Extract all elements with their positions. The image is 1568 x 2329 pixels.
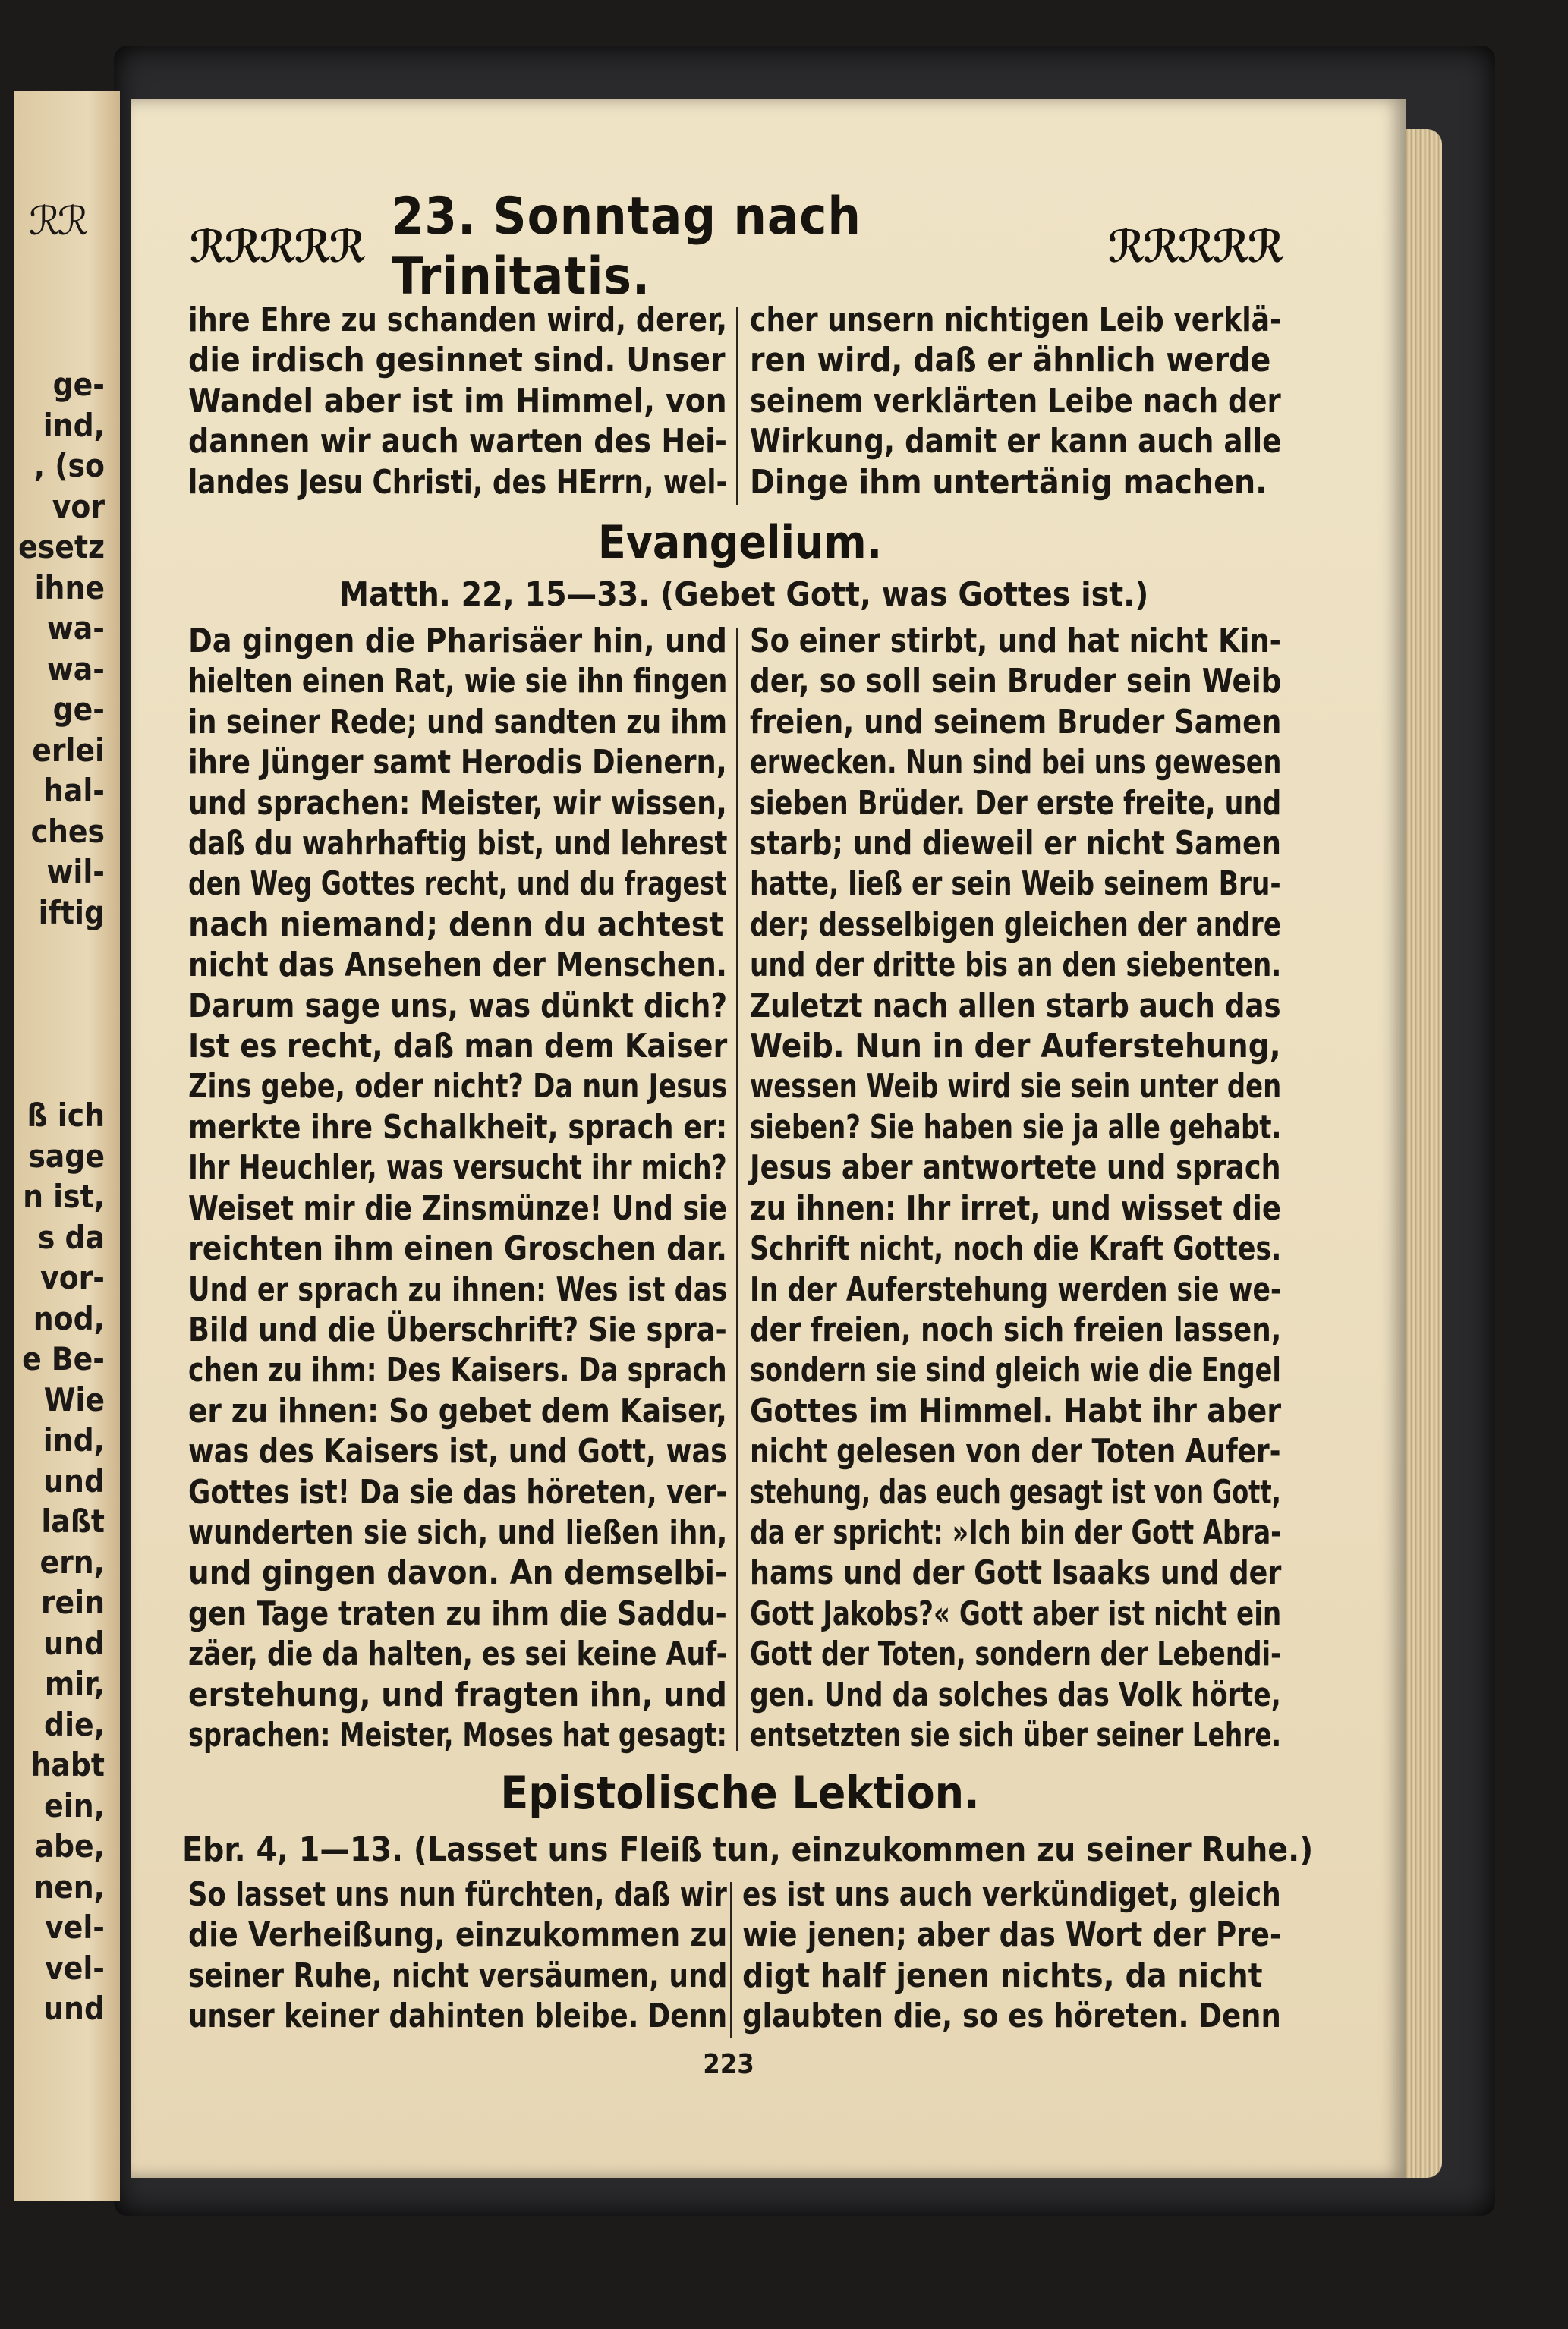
text-line: Gott der Toten, sondern der Lebendi- — [750, 1635, 1281, 1674]
text-line: erstehung, und fragten ihn, und — [188, 1675, 727, 1714]
text-line: die irdisch gesinnet sind. Unser — [188, 341, 726, 380]
text-line: unser keiner dahinten bleibe. Denn — [188, 1997, 728, 2036]
facing-page-fragments-top — [14, 364, 105, 933]
text-line: landes Jesu Christi, des HErrn, wel- — [188, 462, 728, 502]
text-line: und gingen davon. An demselbi- — [188, 1553, 728, 1593]
fragment-line: mir, — [44, 1665, 105, 1702]
text-line: hams und der Gott Isaaks und der — [750, 1553, 1282, 1593]
text-line: Gottes ist! Da sie das höreten, ver- — [188, 1472, 728, 1512]
text-line: Wandel aber ist im Himmel, von — [188, 381, 727, 420]
text-line: wie jenen; aber das Wort der Pre- — [742, 1915, 1282, 1955]
text-line: wunderten sie sich, und ließen ihn, — [188, 1512, 728, 1552]
text-line: Zuletzt nach allen starb auch das — [750, 986, 1281, 1025]
fragment-line: ind, — [43, 406, 105, 444]
text-line: zu ihnen: Ihr irret, und wisset die — [750, 1188, 1282, 1228]
fragment-line: esetz — [18, 528, 105, 565]
gospel-column-right — [750, 621, 1281, 1755]
fragment-line: abe, — [34, 1827, 105, 1865]
fragment-line: und — [43, 1462, 105, 1500]
column-divider — [736, 628, 738, 1751]
fragment-line: vel- — [45, 1949, 105, 1987]
page-number: 223 — [703, 2049, 754, 2080]
text-line: Dinge ihm untertänig machen. — [750, 462, 1267, 502]
fragment-line: , (so — [33, 447, 105, 484]
text-line: nicht gelesen von der Toten Aufer- — [750, 1432, 1281, 1471]
text-line: digt half jenen nichts, da nicht — [742, 1956, 1263, 1995]
fragment-line: e Be- — [22, 1340, 105, 1377]
text-line: der, so soll sein Bruder sein Weib — [750, 662, 1282, 701]
text-line: Schrift nicht, noch die Kraft Gottes. — [750, 1229, 1282, 1269]
fragment-line: wa- — [46, 650, 105, 688]
gospel-column-left — [188, 621, 727, 1755]
epistle-column-left — [188, 1874, 727, 2037]
epistle-reference: Ebr. 4, 1—13. (Lasset uns Fleiß tun, einzukommen zu seiner Ruhe.) — [182, 1830, 1314, 1869]
text-line: dannen wir auch warten des Hei- — [188, 422, 728, 461]
text-line: sieben Brüder. Der erste freite, und — [750, 783, 1282, 823]
text-line: reichten ihm einen Groschen dar. — [188, 1229, 728, 1269]
text-line: Gottes im Himmel. Habt ihr aber — [750, 1391, 1282, 1430]
text-line: cher unsern nichtigen Leib verklä- — [750, 301, 1282, 339]
text-line: stehung, das euch gesagt ist von Gott, — [750, 1472, 1281, 1512]
facing-page-fragments — [14, 364, 105, 2029]
text-line: Weib. Nun in der Auferstehung, — [750, 1027, 1281, 1066]
text-line: ihre Ehre zu schanden wird, derer, — [188, 301, 728, 339]
text-line: und der dritte bis an den siebenten. — [750, 946, 1282, 985]
fragment-line: sage — [28, 1137, 105, 1175]
text-line: der; desselbigen gleichen der andre — [750, 905, 1281, 944]
text-line: es ist uns auch verkündiget, gleich — [742, 1875, 1281, 1914]
text-line: Zins gebe, oder nicht? Da nun Jesus — [188, 1067, 728, 1106]
header-ornament-left: ℛℛℛℛℛ — [190, 221, 364, 272]
text-line: ren wird, daß er ähnlich werde — [750, 341, 1271, 380]
fragment-line: vor — [52, 487, 105, 525]
fragment-line: habt — [30, 1746, 105, 1783]
text-line: seinem verklärten Leibe nach der — [750, 381, 1281, 420]
fragment-line: n ist, — [23, 1178, 105, 1215]
text-line: So lasset uns nun fürchten, daß wir — [188, 1875, 727, 1914]
fragment-line: hal- — [43, 772, 105, 809]
fragment-line: nen, — [33, 1868, 105, 1906]
text-line: Da gingen die Pharisäer hin, und — [188, 622, 727, 660]
text-line: Wirkung, damit er kann auch alle — [750, 422, 1282, 461]
text-line: der freien, noch sich freien lassen, — [750, 1310, 1282, 1349]
text-line: In der Auferstehung werden sie we- — [750, 1270, 1282, 1309]
intro-column-right — [750, 300, 1281, 502]
intro-column-left — [188, 300, 727, 502]
text-line: was des Kaisers ist, und Gott, was — [188, 1432, 727, 1471]
gospel-heading: Evangelium. — [597, 516, 883, 569]
text-line: entsetzten sie sich über seiner Lehre. — [750, 1715, 1282, 1755]
epistle-heading: Epistolische Lektion. — [500, 1767, 980, 1820]
text-line: chen zu ihm: Des Kaisers. Da sprach — [188, 1351, 727, 1390]
text-line: starb; und dieweil er nicht Samen — [750, 824, 1281, 864]
text-line: hatte, ließ er sein Weib seinem Bru- — [750, 864, 1281, 904]
text-line: Ihr Heuchler, was versucht ihr mich? — [188, 1148, 727, 1188]
text-line: So einer stirbt, und hat nicht Kin- — [750, 622, 1281, 660]
text-line: nicht das Ansehen der Menschen. — [188, 946, 727, 985]
running-header — [190, 187, 1283, 307]
facing-page-fragments-bottom — [14, 1095, 105, 2029]
text-line: in seiner Rede; und sandten zu ihm — [188, 702, 727, 741]
text-line: glaubten die, so es höreten. Denn — [742, 1997, 1281, 2036]
fragment-line: und — [43, 1990, 105, 2027]
fragment-line: ches — [30, 812, 105, 850]
text-line: freien, und seinem Bruder Samen — [750, 702, 1282, 741]
fragment-line: und — [43, 1624, 105, 1662]
text-line: gen. Und da solches das Volk hörte, — [750, 1675, 1281, 1714]
text-line: nach niemand; denn du achtest — [188, 905, 724, 944]
text-line: da er spricht: »Ich bin der Gott Abra- — [750, 1512, 1282, 1552]
fragment-line: ge- — [52, 691, 105, 728]
text-line: daß du wahrhaftig bist, und lehrest — [188, 824, 728, 864]
fragment-line: ind, — [43, 1421, 105, 1459]
text-line: ihre Jünger samt Herodis Dienern, — [188, 743, 727, 782]
facing-page-edge — [14, 91, 120, 2201]
fragment-line: erlei — [32, 731, 105, 769]
facing-page-ornament: ℛℛ — [29, 199, 86, 244]
text-line: sondern sie sind gleich wie die Engel — [750, 1351, 1281, 1390]
fragment-line: ein, — [44, 1786, 105, 1824]
epistle-column-right — [742, 1874, 1281, 2037]
fragment-line: ß ich — [27, 1097, 105, 1134]
text-line: hielten einen Rat, wie sie ihn fingen — [188, 662, 728, 701]
column-divider — [736, 307, 738, 505]
text-line: Ist es recht, daß man dem Kaiser — [188, 1027, 728, 1066]
text-line: merkte ihre Schalkheit, sprach er: — [188, 1107, 728, 1147]
fragment-line: ihne — [34, 568, 105, 606]
fragment-line: die, — [44, 1705, 105, 1743]
fragment-line: laßt — [41, 1503, 105, 1540]
text-line: seiner Ruhe, nicht versäumen, und — [188, 1956, 728, 1995]
text-line: sieben? Sie haben sie ja alle gehabt. — [750, 1107, 1282, 1147]
text-line: wessen Weib wird sie sein unter den — [750, 1067, 1282, 1106]
text-line: Jesus aber antwortete und sprach — [750, 1148, 1281, 1188]
fragment-line: vel- — [45, 1909, 105, 1946]
text-line: und sprachen: Meister, wir wissen, — [188, 783, 727, 823]
text-line: er zu ihnen: So gebet dem Kaiser, — [188, 1391, 727, 1430]
fragment-line: ge- — [52, 366, 105, 403]
header-ornament-right: ℛℛℛℛℛ — [1108, 221, 1283, 272]
fragment-line: Wie — [43, 1380, 105, 1418]
text-line: Und er sprach zu ihnen: Wes ist das — [188, 1270, 728, 1309]
column-divider — [730, 1882, 732, 2038]
text-line: die Verheißung, einzukommen zu — [188, 1915, 728, 1955]
text-line: zäer, die da halten, es sei keine Auf- — [188, 1635, 728, 1674]
text-line: gen Tage traten zu ihm die Saddu- — [188, 1594, 727, 1633]
gospel-reference: Matth. 22, 15—33. (Gebet Gott, was Gottes ist.) — [338, 575, 1149, 614]
fragment-line: iftig — [38, 893, 105, 931]
fragment-line: ern, — [39, 1543, 105, 1581]
fragment-line: wa- — [46, 609, 105, 647]
text-line: den Weg Gottes recht, und du fragest — [188, 864, 727, 904]
fragment-line: s da — [37, 1218, 105, 1256]
text-line: erwecken. Nun sind bei uns gewesen — [750, 743, 1282, 782]
text-line: Weiset mir die Zinsmünze! Und sie — [188, 1188, 728, 1228]
fragment-line: wil- — [46, 853, 105, 890]
fragment-line: rein — [40, 1584, 105, 1621]
text-line: Gott Jakobs?« Gott aber ist nicht ein — [750, 1594, 1282, 1633]
page-title: 23. Sonntag nach Trinitatis. — [391, 187, 861, 307]
text-line: sprachen: Meister, Moses hat gesagt: — [188, 1715, 727, 1755]
fragment-line: vor- — [40, 1259, 105, 1296]
text-line: Darum sage uns, was dünkt dich? — [188, 986, 728, 1025]
text-line: Bild und die Überschrift? Sie spra- — [188, 1310, 727, 1349]
fragment-line: nod, — [33, 1299, 105, 1337]
